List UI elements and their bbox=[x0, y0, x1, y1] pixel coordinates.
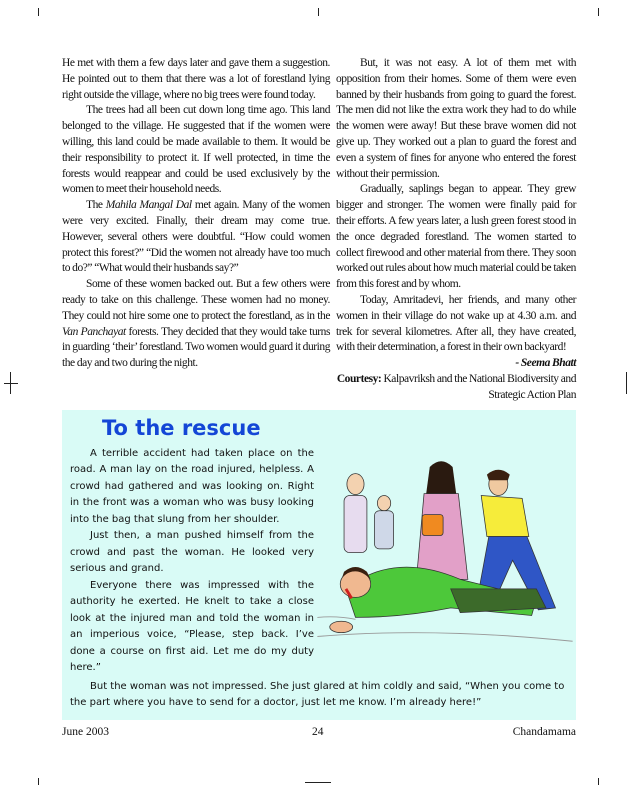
italic-term: Mahila Mangal Dal bbox=[105, 199, 192, 212]
italic-term: Van Panchayat bbox=[62, 325, 126, 338]
crop-mark bbox=[305, 782, 331, 783]
rescue-paragraph: Everyone there was impressed with the authority he exerted. He knelt to take a close look at the injured man and told the woman in an imperious voice, “Please, step back. I’ve done a course on first aid. Let me do my duty here.” bbox=[70, 579, 314, 674]
rescue-paragraph: Just then, a man pushed himself from the crowd and past the woman. He looked very serious and grand. bbox=[70, 530, 314, 575]
article-paragraph bbox=[62, 198, 330, 277]
footer-page-number: 24 bbox=[312, 725, 324, 738]
crop-mark bbox=[626, 372, 627, 394]
crop-mark bbox=[38, 778, 39, 785]
paragraph-text: The trees had all been cut down long time ago. This land belonged to the village. He suggested that if the women were willing, this land could be made available to them. It would be their responsibility to protect it. If well protected, in time the forests would reappear and could be used exclusively by the women to meet their household needs. bbox=[62, 104, 330, 196]
crop-mark bbox=[38, 8, 39, 16]
courtesy-text: Kalpavriksh and the National Biodiversity and Strategic Action Plan bbox=[381, 372, 576, 401]
article-paragraph bbox=[336, 293, 576, 356]
paragraph-text: But, it was not easy. A lot of them met with opposition from their homes. Some of them were even banned by their husbands from going to guard the forest. The men did not like the extra work they had to do while the women were away! But these brave women did not give up. They worked out a plan to guard the forest and even a system of fines for anyone who entered the forest without their permission. bbox=[336, 57, 576, 180]
rescue-last-paragraph: But the woman was not impressed. She just glared at him coldly and said, “When you come to the part where you have to send for a doctor, just let me know. I’m already here!” bbox=[70, 680, 565, 709]
article-paragraph bbox=[62, 56, 330, 103]
crop-mark bbox=[598, 8, 599, 16]
paragraph-text: The bbox=[86, 199, 106, 212]
paragraph-text: Some of these women backed out. But a few others were ready to take on this challenge. These women had no money. They could not hire some one to protect the forestland, as in the bbox=[62, 278, 330, 322]
crop-mark bbox=[318, 8, 319, 16]
article-paragraph bbox=[62, 103, 330, 198]
courtesy-label: Courtesy: bbox=[336, 372, 382, 385]
paragraph-text: met again. Many of the women were very excited. Finally, their dream may come true. However, several others were doubtful. “How could women protect this forest?” “Did the women not already have too much to do?” “What would their husbands say?” bbox=[62, 199, 330, 275]
right-paragraphs bbox=[336, 56, 576, 356]
article-right-column bbox=[336, 56, 576, 404]
article-paragraph bbox=[336, 182, 576, 293]
footer-magazine: Chandamama bbox=[512, 725, 576, 738]
injured-man bbox=[330, 566, 546, 632]
paragraph-text: Today, Amritadevi, her friends, and many other women in their village do not wake up at 4.30 a.m. and trek for several kilometres. After all, they have created, with their determination, a forest in their own backyard! bbox=[336, 293, 576, 354]
rescue-story-text bbox=[70, 446, 314, 677]
article-paragraph bbox=[336, 56, 576, 182]
road-lines bbox=[317, 616, 572, 640]
article-courtesy bbox=[336, 372, 576, 404]
article-paragraph bbox=[62, 277, 330, 372]
crop-mark bbox=[598, 778, 599, 785]
paragraph-text: He met with them a few days later and gave them a suggestion. He pointed out to them that there was a lot of forestland lying right outside the village, where no big trees were found today. bbox=[62, 57, 330, 101]
article-author: - Seema Bhatt bbox=[515, 357, 576, 370]
rescue-last-text bbox=[70, 679, 568, 712]
rescue-story-box bbox=[62, 410, 576, 720]
rescue-story-row bbox=[62, 446, 576, 677]
page-content bbox=[62, 56, 576, 742]
page-footer bbox=[62, 726, 576, 742]
accident-illustration bbox=[316, 446, 574, 646]
article-columns bbox=[62, 56, 576, 404]
article-left-column bbox=[62, 56, 330, 372]
rescue-title: To the rescue bbox=[102, 415, 261, 440]
rescue-paragraph: A terrible accident had taken place on the road. A man lay on the road injured, helpless. A crowd had gathered and was looking on. Right in the front was a woman who was busy looking into the bag that slung from her shoulder. bbox=[70, 447, 314, 525]
paragraph-text: Gradually, saplings began to appear. They grew bigger and stronger. The women were finally paid for their efforts. A few years later, a lush green forest stood in the once degraded forestland. The women started to collect firewood and other material from there. They soon worked out rules about how much material could be taken from this forest and by whom. bbox=[336, 183, 576, 291]
footer-date: June 2003 bbox=[62, 725, 109, 738]
crop-mark bbox=[4, 383, 18, 384]
paragraph-text: forests. They decided that they would take turns in guarding ‘their’ forestland. Two women would guard it during the day and two during the night. bbox=[62, 325, 330, 370]
